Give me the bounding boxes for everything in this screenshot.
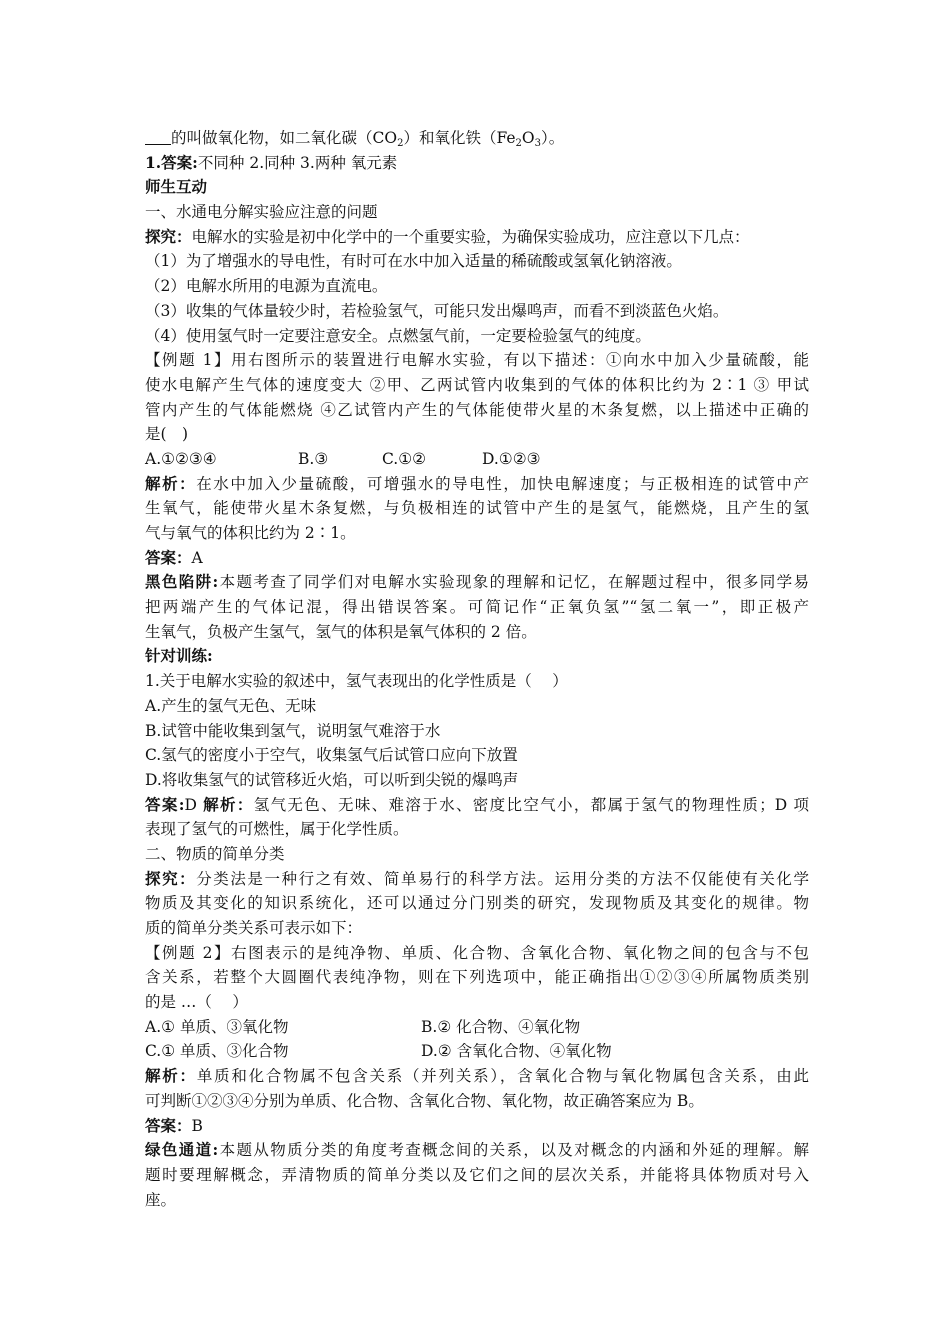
training-label: 针对训练: [145,646,213,666]
trap-line-3: 生氧气，负极产生氢气，氢气的体积是氧气体积的 2 倍。 [145,622,537,641]
example1-line-2: 使水电解产生气体的速度变大 ②甲、乙两试管内收集到的气体的体积比约为 2∶1 ③ 甲试 [145,375,809,394]
training-option-d: D.将收集氢气的试管移近火焰，可以听到尖锐的爆鸣声 [145,770,519,789]
option-d: D.①②③ [482,449,541,468]
point-3: （3）收集的气体量较少时，若检验氢气，可能只发出爆鸣声，而看不到淡蓝色火焰。 [145,301,729,320]
section1-heading: 一、水通电分解实验应注意的问题 [145,203,378,222]
example1-line-4: 是( ) [145,425,189,444]
training-question: 1.关于电解水实验的叙述中，氢气表现出的化学性质是（ ） [145,672,568,691]
trap-line-1: 黑色陷阱:本题考查了同学们对电解水实验现象的理解和记忆，在解题过程中，很多同学易 [145,572,809,592]
training-option-a: A.产生的氢气无色、无味 [145,696,317,715]
option-c: C.①② [382,449,427,468]
training-answer-line-1: 答案:D 解析：氢气无色、无味、难溶于水、密度比空气小，都属于氢气的物理性质；D 项 [145,794,809,814]
explore2-line-1: 探究：分类法是一种行之有效、简单易行的科学方法。运用分类的方法不仅能使有关化学 [145,868,809,888]
example2-option-d: D.② 含氧化合物、④氧化物 [421,1042,612,1061]
section2-heading: 二、物质的简单分类 [145,844,285,863]
example2-options-row-1 [145,1015,809,1040]
blank-underline [145,128,171,145]
example1-line-1: 【例题 1】用右图所示的装置进行电解水实验，有以下描述：①向水中加入少量硫酸，能 [145,351,809,370]
interaction-heading: 师生互动 [145,177,208,197]
training-option-b: B.试管中能收集到氢气，说明氢气难溶于水 [145,721,441,740]
green-line-3: 座。 [145,1190,177,1209]
explore2-line-2: 物质及其变化的知识系统化，还可以通过分门别类的研究，发现物质及其变化的规律。物 [145,894,809,913]
trap-line-2: 把两端产生的气体记混，得出错误答案。可简记作“正氧负氢”“氢二氧一”，即正极产 [145,598,809,617]
analysis2-line-2: 可判断①②③④分别为单质、化合物、含氧化合物、氧化物，故正确答案应为 B。 [145,1091,704,1110]
document-page [145,126,809,1212]
example1-line-3: 管内产生的气体能燃烧 ④乙试管内产生的气体能使带火星的木条复燃，以上描述中正确的 [145,400,809,419]
answer2-line: 答案：B [145,1115,203,1135]
analysis1-line-2: 生氧气，能使带火星木条复燃，与负极相连的试管中产生的是氢气，能燃烧，且产生的氢 [145,499,809,518]
training-option-c: C.氢气的密度小于空气，收集氢气后试管口应向下放置 [145,746,518,765]
explore-paragraph: 探究：电解水的实验是初中化学中的一个重要实验，为确保实验成功，应注意以下几点： [145,226,750,246]
oxide-definition-line: 的叫做氧化物，如二氧化碳$(CO_2)$和氧化铁$(Fe_2O_3)$。 [145,126,809,151]
example2-option-b: B.② 化合物、④氧化物 [421,1017,581,1036]
analysis2-line-1: 解析：单质和化合物属不包含关系（并列关系），含氧化合物与氧化物属包含关系，由此 [145,1066,809,1086]
example2-option-a: A.① 单质、③氧化物 [145,1017,289,1036]
point-2: （2）电解水所用的电源为直流电。 [145,277,388,296]
answer-line: 1.答案:不同种 2.同种 3.两种 氧元素 [145,152,398,172]
point-4: （4）使用氢气时一定要注意安全。点燃氢气前，一定要检验氢气的纯度。 [145,326,651,345]
green-line-1: 绿色通道:本题从物质分类的角度考查概念间的关系，以及对概念的内涵和外延的理解。解 [145,1140,809,1160]
answer1-line: 答案：A [145,547,203,567]
green-line-2: 题时要理解概念，弄清物质的简单分类以及它们之间的层次关系，并能将具体物质对号入 [145,1165,809,1184]
analysis1-line-1: 解析：在水中加入少量硫酸，可增强水的导电性，加快电解速度；与正极相连的试管中产 [145,473,809,493]
example2-line-2: 含关系，若整个大圆圈代表纯净物，则在下列选项中，能正确指出①②③④所属物质类别 [145,968,809,987]
training-answer-line-2: 表现了氢气的可燃性，属于化学性质。 [145,820,409,839]
analysis1-line-3: 气与氧气的体积比约为 2∶1。 [145,524,356,542]
option-a: A.①②③④ [145,449,217,468]
example2-option-c: C.① 单质、③化合物 [145,1042,289,1061]
example1-options [145,447,809,472]
example2-line-3: 的是 …（ ） [145,993,248,1012]
example2-options-row-2 [145,1039,809,1064]
explore2-line-3: 质的简单分类关系可表示如下： [145,919,363,937]
option-b: B.③ [298,449,329,468]
point-1: （1）为了增强水的导电性，有时可在水中加入适量的稀硫酸或氢氧化钠溶液。 [145,252,682,271]
example2-line-1: 【例题 2】右图表示的是纯净物、单质、化合物、含氧化合物、氧化物之间的包含与不包 [145,943,809,962]
